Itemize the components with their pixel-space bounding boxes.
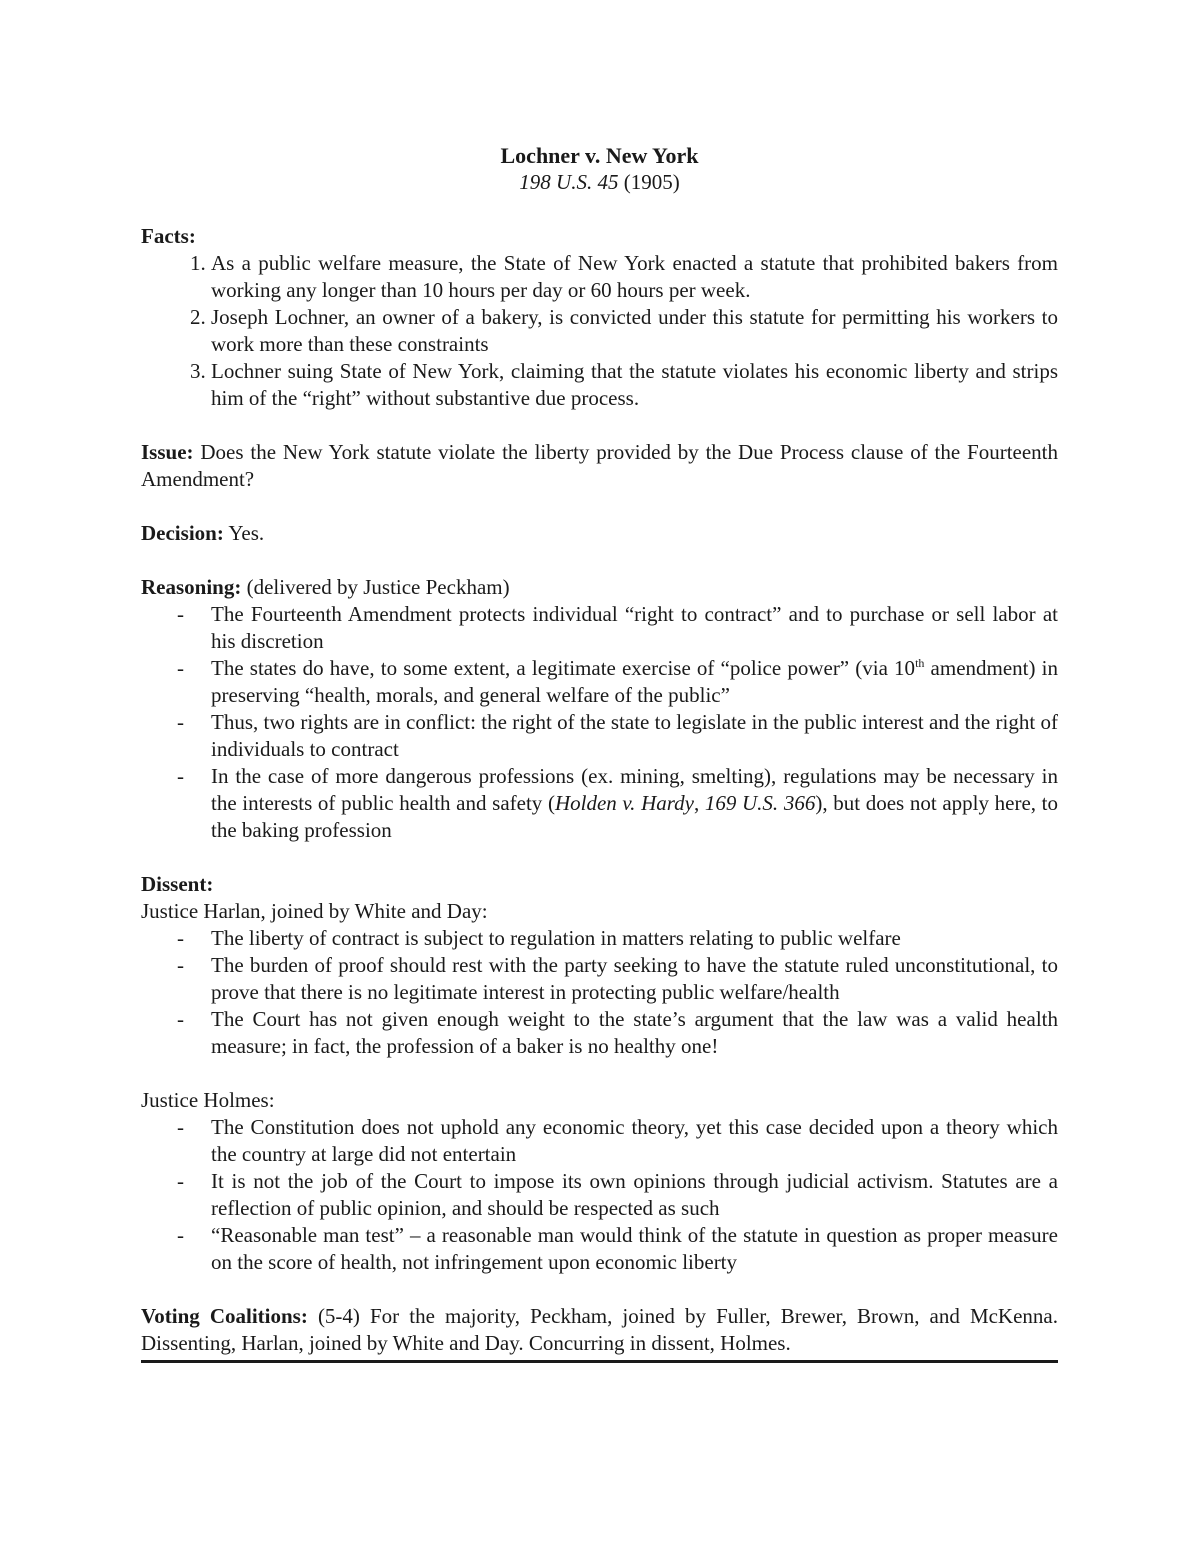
dash-bullet: - [177, 953, 184, 977]
dissent-item [141, 952, 1058, 1006]
dissent-item-text: The Constitution does not uphold any economic theory, yet this case decided upon a theory which the country at large did not entertain [211, 1115, 1058, 1166]
voting-label: Voting Coalitions: [141, 1304, 308, 1328]
issue-paragraph [141, 439, 1058, 493]
dissent-item [141, 1114, 1058, 1168]
dissent-item-text: The liberty of contract is subject to regulation in matters relating to public welfare [211, 926, 901, 950]
dash-bullet: - [177, 710, 184, 734]
decision-text: Yes. [228, 521, 265, 545]
bottom-rule [141, 1360, 1058, 1363]
issue-text: Does the New York statute violate the liberty provided by the Due Process clause of the Fourteenth Amendment? [141, 440, 1058, 491]
dissent-item-text: The Court has not given enough weight to the state’s argument that the law was a valid health measure; in fact, the profession of a baker is no healthy one! [211, 1007, 1058, 1058]
reporter-citation: 198 U.S. 45 [519, 170, 619, 194]
reasoning-heading-line [141, 574, 1058, 601]
ordinal-superscript: th [915, 656, 925, 670]
reasoning-item-text: ), but does not apply here, to the baking profession [211, 791, 1059, 842]
fact-item: 2. Joseph Lochner, an owner of a bakery, is convicted under this statute for permitting his workers to work more than these constraints [211, 304, 1058, 358]
reasoning-label: Reasoning: [141, 575, 242, 599]
title-block [141, 142, 1058, 196]
document-page [141, 142, 1058, 1363]
case-citation [141, 169, 1058, 196]
reasoning-item-text: amendment) in preserving “health, morals, and general welfare of the public” [211, 656, 1058, 707]
reasoning-item [141, 655, 1058, 709]
decision-label: Decision: [141, 521, 224, 545]
dissent-item [141, 925, 1058, 952]
holmes-heading: Justice Holmes: [141, 1088, 275, 1112]
decision-paragraph [141, 520, 1058, 547]
dash-bullet: - [177, 764, 184, 788]
reasoning-item-text: Thus, two rights are in conflict: the right of the state to legislate in the public interest and the right of individuals to contract [211, 710, 1058, 761]
reasoning-item-text: The states do have, to some extent, a legitimate exercise of “police power” (via 10 [211, 656, 916, 680]
reasoning-item-text: The Fourteenth Amendment protects individual “right to contract” and to purchase or sell labor at his discretion [211, 602, 1058, 653]
fact-item: 3. Lochner suing State of New York, claiming that the statute violates his economic liberty and strips him of the “right” without substantive due process. [211, 358, 1058, 412]
harlan-list [141, 925, 1058, 1060]
dash-bullet: - [177, 926, 184, 950]
dash-bullet: - [177, 1007, 184, 1031]
reasoning-item [141, 763, 1058, 844]
citation-year: (1905) [623, 170, 680, 194]
dash-bullet: - [177, 656, 184, 680]
voting-text: (5-4) For the majority, Peckham, joined by Fuller, Brewer, Brown, and McKenna. Dissenting, Harlan, joined by White and Day. Concurring in dissent, Holmes. [141, 1304, 1058, 1355]
reasoning-item [141, 601, 1058, 655]
dissent-heading: Dissent: [141, 872, 214, 896]
case-reference: Holden v. Hardy [554, 791, 694, 815]
dissent-item-text: The burden of proof should rest with the party seeking to have the statute ruled unconstitutional, to prove that there is no legitimate interest in protecting public welfare/health [211, 953, 1058, 1004]
dash-bullet: - [177, 1115, 184, 1139]
dissent-item [141, 1006, 1058, 1060]
issue-label: Issue: [141, 440, 194, 464]
reasoning-note: (delivered by Justice Peckham) [246, 575, 510, 599]
dissent-item-text: It is not the job of the Court to impose its own opinions through judicial activism. Statutes are a reflection of public opinion, and should be respected as such [211, 1169, 1058, 1220]
holmes-list [141, 1114, 1058, 1276]
reasoning-item [141, 709, 1058, 763]
facts-heading: Facts: [141, 224, 196, 248]
case-title: Lochner v. New York [500, 143, 699, 168]
harlan-heading: Justice Harlan, joined by White and Day: [141, 899, 488, 923]
dissent-item [141, 1222, 1058, 1276]
dash-bullet: - [177, 602, 184, 626]
dissent-item-text: “Reasonable man test” – a reasonable man would think of the statute in question as proper measure on the score of health, not infringement upon economic liberty [211, 1223, 1058, 1274]
fact-item: 1. As a public welfare measure, the State of New York enacted a statute that prohibited bakers from working any longer than 10 hours per day or 60 hours per week. [211, 250, 1058, 304]
reasoning-item-text: , [693, 791, 705, 815]
facts-list [141, 250, 1058, 412]
dash-bullet: - [177, 1223, 184, 1247]
reasoning-item-text: In the case of more dangerous professions (ex. mining, smelting), regulations may be necessary in the interests of public health and safety ( [211, 764, 1058, 815]
voting-paragraph [141, 1303, 1058, 1357]
case-reference-citation: 169 U.S. 366 [704, 791, 816, 815]
dissent-item [141, 1168, 1058, 1222]
reasoning-list [141, 601, 1058, 844]
dash-bullet: - [177, 1169, 184, 1193]
